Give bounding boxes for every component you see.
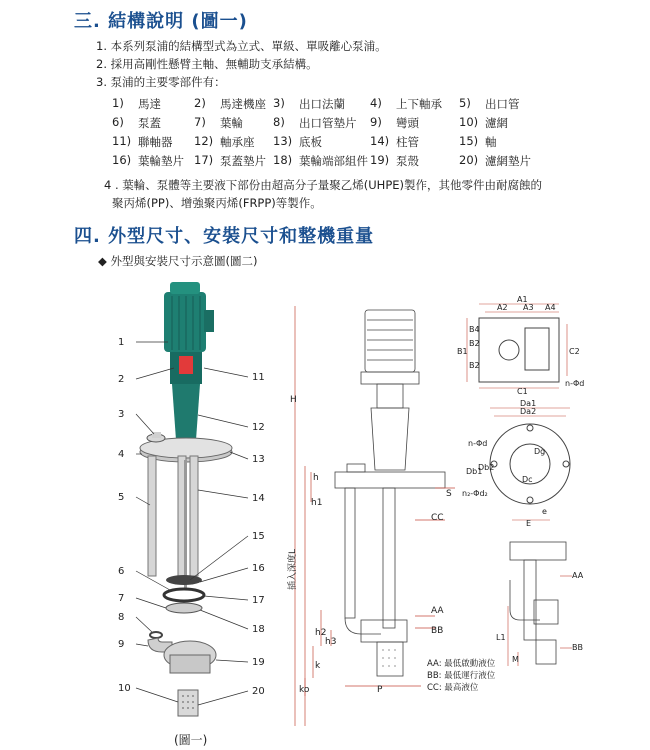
dim-h3: h3: [325, 637, 337, 647]
dim-n-d-flange: n-Φd: [468, 439, 488, 448]
note-line-1: 4 . 葉輪、泵體等主要液下部份由超高分子量聚乙烯(UHPE)製作，其他零件由耐腐蝕的: [104, 178, 543, 192]
part-number: 10): [459, 115, 479, 129]
part-name: 軸承座: [220, 135, 255, 149]
part-number: 12): [194, 134, 214, 148]
callout-number: 7: [118, 593, 125, 604]
section-3-title: 三. 結構說明 (圖一): [74, 11, 248, 32]
dim-Db2: Db2: [478, 463, 495, 472]
callout-number: 16: [252, 563, 265, 574]
part-name: 葉輪端部組件: [299, 154, 368, 168]
side-BB: BB: [572, 643, 583, 652]
part-name: 泵蓋墊片: [220, 154, 266, 168]
dim-P: P: [377, 685, 383, 695]
dim-Da2: Da2: [520, 407, 537, 416]
callout-number: 20: [252, 686, 265, 697]
part-name: 濾網墊片: [485, 154, 531, 168]
dim-CC: CC: [431, 513, 444, 523]
dim-AA: AA: [431, 606, 444, 616]
part-number: 13): [273, 134, 293, 148]
dim-A2: A2: [497, 303, 508, 312]
callout-number: 18: [252, 624, 265, 635]
dim-Db1: Db1: [466, 467, 483, 476]
dim-B4: B4: [469, 325, 480, 334]
dim-A3: A3: [523, 303, 534, 312]
callout-number: 3: [118, 409, 125, 420]
dim-C1: C1: [517, 387, 528, 396]
dim-C2: C2: [569, 347, 580, 356]
callout-number: 6: [118, 566, 125, 577]
side-AA: AA: [572, 571, 584, 580]
part-name: 柱管: [396, 135, 419, 149]
dim-h2: h2: [315, 628, 327, 638]
item-3: 3. 泵浦的主要零部件有：: [96, 75, 226, 89]
part-name: 底板: [299, 135, 322, 149]
part-name: 出口管墊片: [299, 116, 357, 130]
side-M: M: [512, 655, 519, 664]
part-number: 18): [273, 153, 293, 167]
part-name: 馬達機座: [220, 97, 266, 111]
dim-e: e: [542, 507, 547, 516]
dim-BB: BB: [431, 626, 444, 636]
callout-number: 11: [252, 372, 265, 383]
base-plate-top-view: [455, 294, 595, 394]
part-name: 軸: [485, 135, 497, 149]
dim-Da1: Da1: [520, 399, 537, 408]
callout-number: 4: [118, 449, 125, 460]
part-number: 15): [459, 134, 479, 148]
part-number: 11): [112, 134, 132, 148]
part-number: 1): [112, 96, 124, 110]
part-name: 馬達: [138, 97, 161, 111]
figure-2-subtitle: ◆ 外型與安裝尺寸示意圖(圖二): [98, 254, 258, 268]
side-view: [490, 540, 600, 675]
part-number: 3): [273, 96, 285, 110]
part-name: 出口法蘭: [299, 97, 345, 111]
dim-n2-d2: n₂-Φd₂: [462, 489, 488, 498]
part-number: 9): [370, 115, 382, 129]
part-name: 葉輪墊片: [138, 154, 184, 168]
item-1: 1. 本系列泵浦的結構型式為立式、單級、單吸離心泵浦。: [96, 39, 387, 53]
part-number: 4): [370, 96, 382, 110]
callout-number: 19: [252, 657, 265, 668]
section-4-title: 四. 外型尺寸、安裝尺寸和整機重量: [74, 226, 375, 247]
flange-view: [460, 398, 590, 528]
part-number: 5): [459, 96, 471, 110]
dim-h1: h1: [311, 498, 323, 508]
part-number: 6): [112, 115, 124, 129]
dim-A1: A1: [517, 295, 528, 304]
note-line-2: 聚丙烯(PP)、增強聚丙烯(FRPP)等製作。: [112, 196, 322, 210]
callout-number: 17: [252, 595, 265, 606]
dim-B2-lower: B2: [469, 361, 480, 370]
callout-number: 8: [118, 612, 125, 623]
dim-A4: A4: [545, 303, 556, 312]
side-L1: L1: [496, 633, 506, 642]
part-number: 8): [273, 115, 285, 129]
part-name: 出口管: [485, 97, 520, 111]
dim-H: H: [290, 395, 297, 405]
part-name: 泵殼: [396, 154, 419, 168]
dim-B2: B2: [469, 339, 480, 348]
dim-k: k: [315, 661, 321, 671]
part-name: 濾網: [485, 116, 508, 130]
item-2: 2. 採用高剛性懸臂主軸、無輔助支承結構。: [96, 57, 318, 71]
dim-Dg: Dg: [534, 447, 546, 456]
callout-number: 10: [118, 683, 131, 694]
callout-number: 12: [252, 422, 265, 433]
part-number: 2): [194, 96, 206, 110]
part-name: 泵蓋: [138, 116, 161, 130]
figure-1-caption: (圖一): [174, 733, 208, 747]
callout-number: 14: [252, 493, 265, 504]
dim-E: E: [526, 519, 532, 528]
dim-h: h: [313, 473, 319, 483]
part-number: 16): [112, 153, 132, 167]
dim-B1: B1: [457, 347, 468, 356]
legend-aa: AA: 最低啟動液位: [427, 659, 496, 669]
callout-number: 5: [118, 492, 125, 503]
part-number: 17): [194, 153, 214, 167]
part-number: 14): [370, 134, 390, 148]
callout-number: 13: [252, 454, 265, 465]
dim-n-d-top: n-Φd: [565, 379, 585, 388]
part-number: 19): [370, 153, 390, 167]
part-number: 7): [194, 115, 206, 129]
part-name: 彎頭: [396, 116, 419, 130]
dim-Dc: Dc: [522, 475, 533, 484]
part-name: 聯軸器: [138, 135, 173, 149]
callout-number: 15: [252, 531, 265, 542]
callout-number: 2: [118, 374, 125, 385]
part-name: 上下軸承: [396, 97, 442, 111]
part-name: 葉輪: [220, 116, 243, 130]
legend-bb: BB: 最低運行液位: [427, 671, 496, 681]
legend-cc: CC: 最高液位: [427, 683, 479, 693]
callout-number: 1: [118, 337, 125, 348]
pump-exploded-view: [100, 280, 285, 730]
dim-insert-depth: 插入深度L: [288, 548, 298, 590]
dim-ko: ko: [299, 685, 310, 695]
dim-S: S: [446, 489, 452, 499]
callout-number: 9: [118, 639, 125, 650]
part-number: 20): [459, 153, 479, 167]
